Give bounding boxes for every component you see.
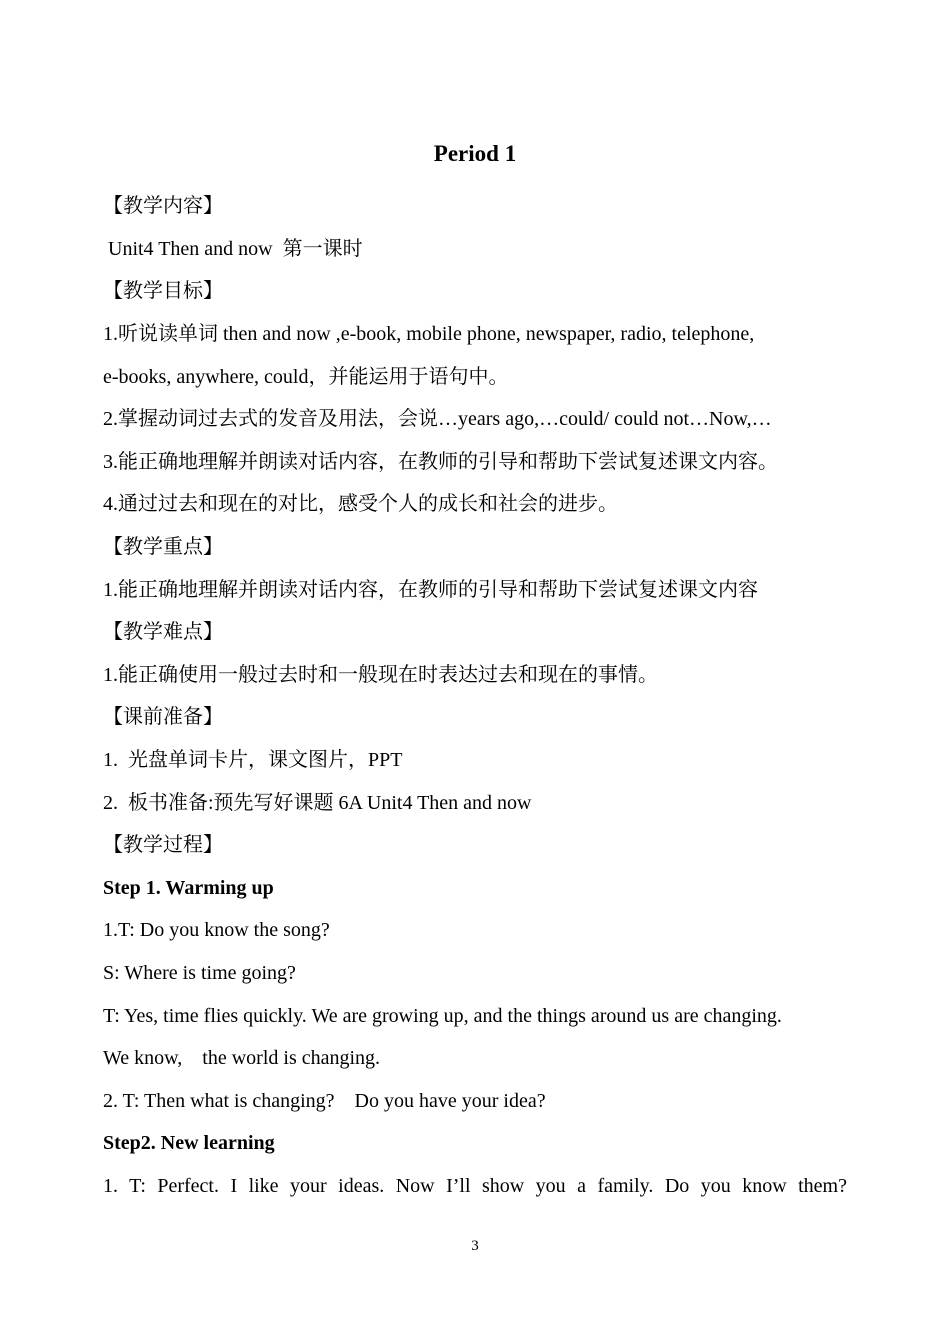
text-line: 2. T: Then what is changing? Do you have your idea? xyxy=(103,1090,546,1112)
text-line: Unit4 Then and now 第一课时 xyxy=(103,238,363,260)
text-line: 1.听说读单词 then and now ,e-book, mobile phone, newspaper, radio, telephone, xyxy=(103,323,755,345)
text-line: T: Yes, time flies quickly. We are growing up, and the things around us are changing. xyxy=(103,1005,782,1027)
text-line: 1.能正确使用一般过去时和一般现在时表达过去和现在的事情。 xyxy=(103,664,658,686)
text-line: 1. 光盘单词卡片，课文图片，PPT xyxy=(103,749,403,771)
text-line: 2. 板书准备:预先写好课题 6A Unit4 Then and now xyxy=(103,792,532,814)
text-line: We know, the world is changing. xyxy=(103,1047,381,1069)
step-heading: Step2. New learning xyxy=(103,1132,275,1154)
text-line: 3.能正确地理解并朗读对话内容，在教师的引导和帮助下尝试复述课文内容。 xyxy=(103,451,778,473)
text-line: 1.T: Do you know the song? xyxy=(103,919,330,941)
section-heading-objectives: 【教学目标】 xyxy=(103,280,223,302)
section-heading-preparation: 【课前准备】 xyxy=(103,706,223,728)
section-heading-content: 【教学内容】 xyxy=(103,195,223,217)
text-line: e-books, anywhere, could，并能运用于语句中。 xyxy=(103,366,509,388)
page-number: 3 xyxy=(471,1238,479,1254)
text-line: 2.掌握动词过去式的发音及用法，会说…years ago,…could/ could not…Now,… xyxy=(103,408,772,430)
section-heading-key-points: 【教学重点】 xyxy=(103,536,223,558)
text-line: 4.通过过去和现在的对比，感受个人的成长和社会的进步。 xyxy=(103,493,618,515)
section-heading-difficulties: 【教学难点】 xyxy=(103,621,223,643)
text-line: 1. T: Perfect. I like your ideas. Now I’ll show you a family. Do you know them? xyxy=(103,1175,847,1197)
text-line: 1.能正确地理解并朗读对话内容，在教师的引导和帮助下尝试复述课文内容 xyxy=(103,579,758,601)
page-title: Period 1 xyxy=(433,141,517,166)
step-heading: Step 1. Warming up xyxy=(103,877,274,899)
text-line: S: Where is time going? xyxy=(103,962,296,984)
section-heading-process: 【教学过程】 xyxy=(103,834,223,856)
